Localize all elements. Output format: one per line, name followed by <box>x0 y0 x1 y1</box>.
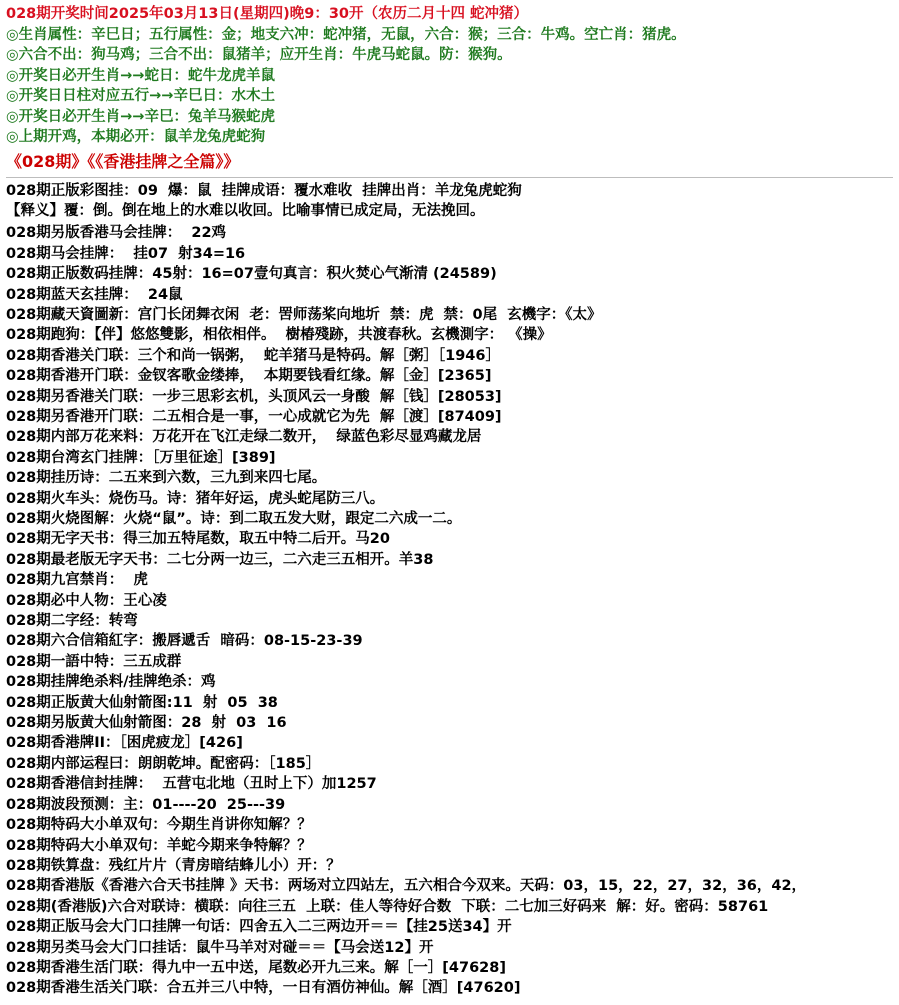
content-line: 028期香港生活门联：得九中一五中送，尾数必开九三来。解［一］[47628] <box>6 959 506 976</box>
content-line: 028期另版香港马会挂牌： 22鸡 <box>6 225 227 242</box>
zodiac-attribute-line-2: ◎六合不出：狗马鸡；三合不出：鼠猪羊；应开生肖：牛虎马蛇鼠。防：猴狗。 <box>6 47 512 63</box>
content-line: 028期马会挂牌： 挂07 射34=16 <box>6 245 246 262</box>
content-line: 028期香港关门联：三个和尚一锅粥， 蛇羊猪马是特码。解［粥］［1946］ <box>6 347 500 364</box>
content-line: 028期九宫禁肖： 虎 <box>6 572 148 589</box>
page-title: 《028期》《《香港挂牌之全篇》》 <box>6 151 240 171</box>
content-line: 028期蓝天玄挂牌： 24鼠 <box>6 286 183 303</box>
content-line: 028期正版彩图挂：09 爆：鼠 挂牌成语：覆水难收 挂牌出肖：羊龙兔虎蛇狗 <box>6 182 522 199</box>
content-line: 028期挂历诗：二五来到六数，三九到来四七尾。 <box>6 470 327 487</box>
content-line: 028期无字天书：得三加五特尾数，取五中特二后开。马20 <box>6 531 390 548</box>
content-line: 028期另类马会大门口挂话：鼠牛马羊对对碰＝＝【马会送12】开 <box>6 939 434 956</box>
content-line: 028期二字经：转弯 <box>6 613 138 630</box>
content-line: 028期火车头：烧伤马。诗：猪年好运，虎头蛇尾防三八。 <box>6 490 385 507</box>
content-line: 028期香港信封挂牌： 五营屯北地（丑时上下）加1257 <box>6 776 377 793</box>
content-line: 【释义】覆：倒。倒在地上的水难以收回。比喻事情已成定局，无法挽回。 <box>6 202 485 219</box>
content-line: 028期必中人物：王心凌 <box>6 592 167 609</box>
content-line: 028期台湾玄门挂牌：［万里征途］[389] <box>6 449 276 466</box>
content-line: 028期特码大小单双句：今期生肖讲你知解？？ <box>6 817 312 834</box>
zodiac-attribute-line-5: ◎开奖日必开生肖→→辛巳：兔羊马猴蛇虎 <box>6 108 275 125</box>
zodiac-attribute-line-3: ◎开奖日必开生肖→→蛇日：蛇牛龙虎羊鼠 <box>6 67 275 84</box>
content-line: 028期波段预测：主：01----20 25---39 <box>6 796 286 813</box>
content-line: 028期另版黄大仙射箭图：28 射 03 16 <box>6 715 287 732</box>
content-line: 028期正版数码挂牌：45射：16=07壹句真言：积火焚心气渐清 (24589) <box>6 266 497 283</box>
body-content <box>6 181 893 999</box>
content-line: 028期挂牌绝杀料/挂牌绝杀：鸡 <box>6 674 216 691</box>
zodiac-attribute-line-4: ◎开奖日日柱对应五行→→辛巳日：水木土 <box>6 88 275 104</box>
content-line: 028期香港开门联：金钗客歌金缕捧， 本期要钱看红缘。解［金］[2365] <box>6 368 492 385</box>
draw-time-header: 028期开奖时间2025年03月13日(星期四)晚9：30开（农历二月十四 蛇冲猪） <box>6 6 529 22</box>
content-line: 028期铁算盘：残红片片（青房暗结蜂儿小）开：？ <box>6 857 341 874</box>
content-line: 028期藏天資圖新：宫门长闭舞衣闲 老：罟师荡桨向地圻 禁：虎 禁：0尾 玄機字：《太》 <box>6 306 602 323</box>
content-line: 028期跑狗：【伴】悠悠雙影，相依相伴。 樹椿殘跡，共渡春秋。玄機測字： 《操》 <box>6 327 552 344</box>
content-line: 028期特码大小单双句：羊蛇今期来争特解？？ <box>6 837 312 854</box>
content-line: 028期一語中特：三五成群 <box>6 653 182 670</box>
content-line: 028期另香港开门联：二五相合是一事，一心成就它为先 解［渡］[87409] <box>6 408 502 425</box>
content-line: 028期正版黄大仙射箭图:11 射 05 38 <box>6 694 278 711</box>
content-line: 028期香港生活关门联：合五并三八中特，一日有酒仿神仙。解［酒］[47620] <box>6 980 521 997</box>
content-line: 028期六合信箱紅字：搬唇遞舌 暗码：08-15-23-39 <box>6 633 363 650</box>
content-line: 028期火烧图解：火烧“鼠”。诗：到二取五发大财，跟定二六成一二。 <box>6 511 462 527</box>
content-line: 028期(香港版)六合对联诗：横联：向往三五 上联：佳人等待好合数 下联：二七加三好码来 解：好。密码：58761 <box>6 898 769 915</box>
zodiac-attribute-line-1: ◎生肖属性：辛巳日；五行属性：金；地支六冲：蛇冲猪，无鼠，六合：猴；三合：牛鸡。空亡肖：猪虎。 <box>6 26 686 43</box>
content-line: 028期最老版无字天书：二七分两一边三，二六走三五相开。羊38 <box>6 551 434 568</box>
content-line: 028期正版马会大门口挂牌一句话：四舍五入二三两边开＝＝【挂25送34】开 <box>6 919 512 936</box>
content-line: 028期香港牌ⅠⅠ：［困虎疲龙］[426] <box>6 735 243 752</box>
content-line: 028期另香港关门联：一步三思彩玄机，头顶风云一身酸 解［钱］[28053] <box>6 388 502 405</box>
content-line: 028期香港版《香港六合天书挂牌 》天书：两场对立四站左，五六相合今双来。天码：03，15，22，27，32，36，42， <box>6 878 807 895</box>
zodiac-attribute-line-6: ◎上期开鸡，本期必开：鼠羊龙兔虎蛇狗 <box>6 129 266 145</box>
divider <box>6 177 893 178</box>
content-line: 028期内部万花来料：万花开在飞江走绿二数开， 绿蓝色彩尽显鸡藏龙居 <box>6 429 482 446</box>
content-line: 028期内部运程曰：朗朗乾坤。配密码：［185］ <box>6 755 321 772</box>
